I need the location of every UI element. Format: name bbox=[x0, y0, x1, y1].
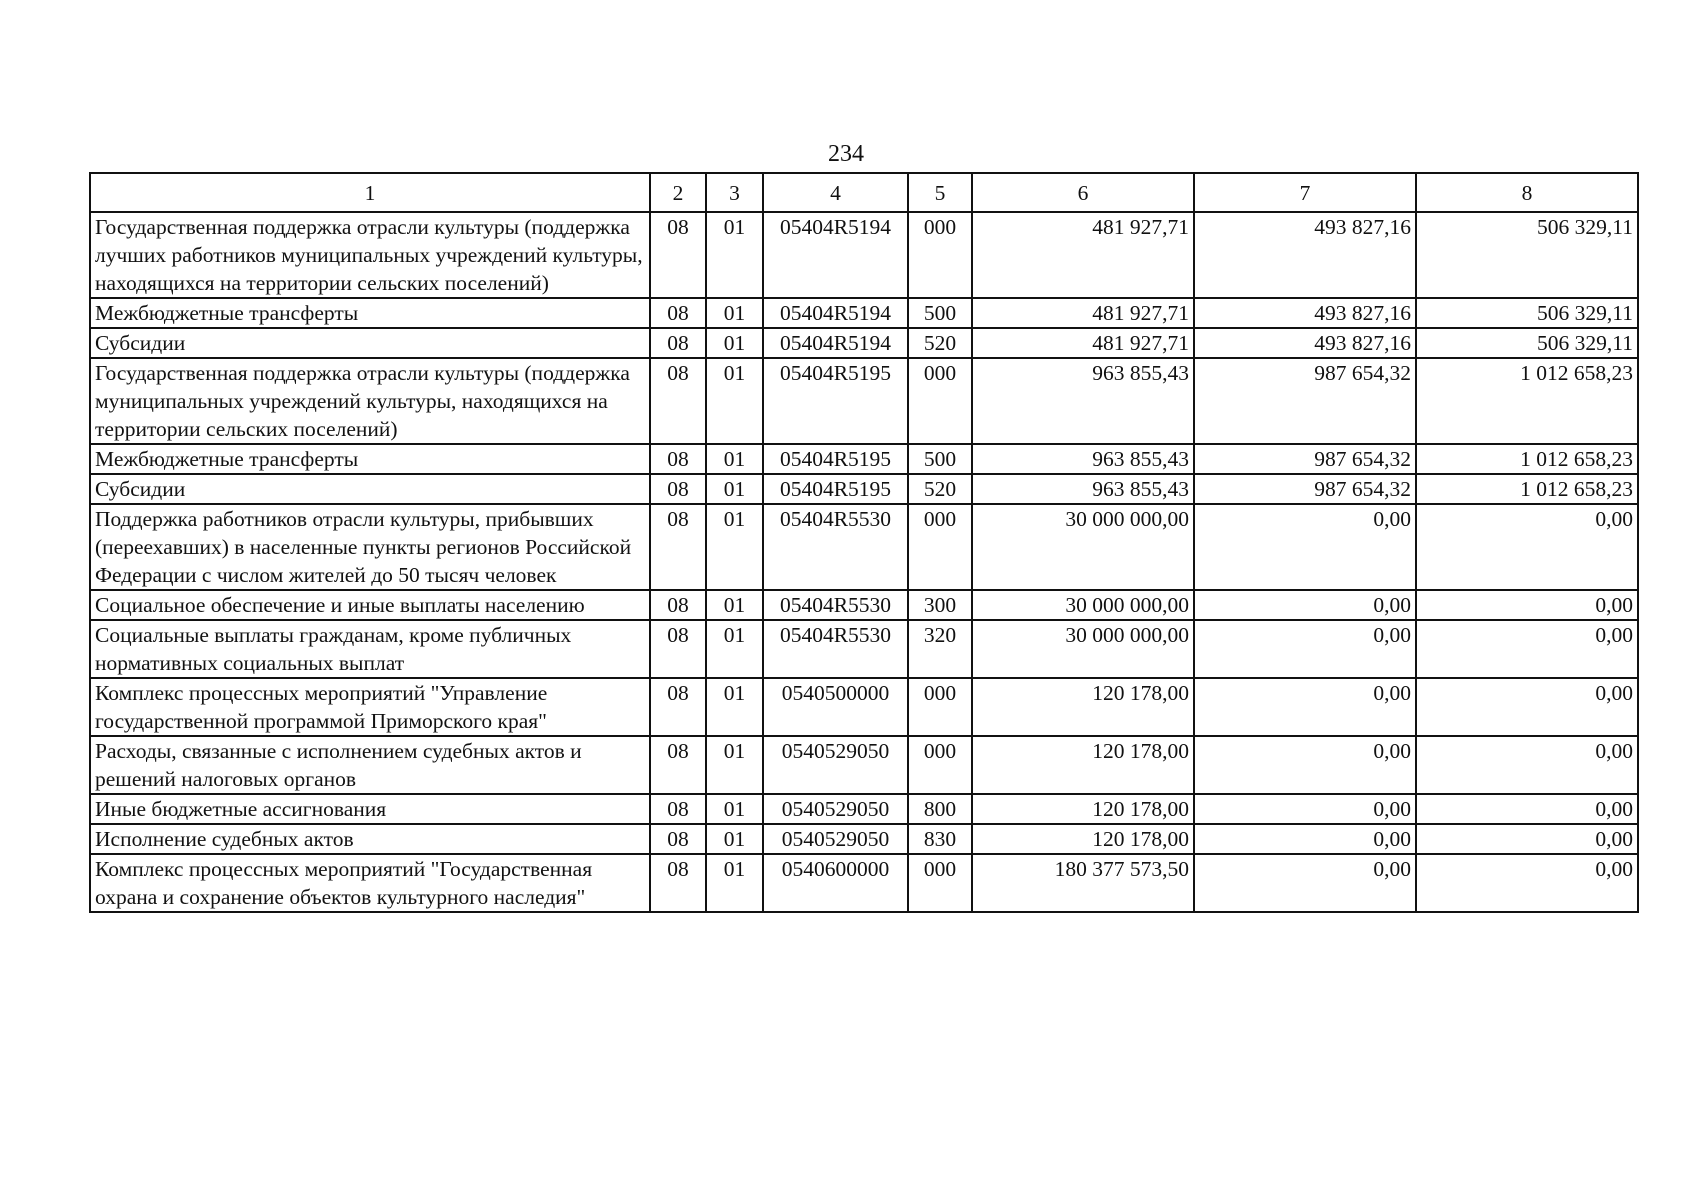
header-cell-8: 8 bbox=[1416, 173, 1638, 212]
amount-col6: 120 178,00 bbox=[972, 824, 1194, 854]
item-name: Комплекс процессных мероприятий "Государственная охрана и сохранение объектов культурного наследия" bbox=[90, 854, 650, 912]
amount-col7: 0,00 bbox=[1194, 854, 1416, 912]
table-row bbox=[90, 854, 1638, 912]
amount-col6: 30 000 000,00 bbox=[972, 504, 1194, 590]
amount-col7: 0,00 bbox=[1194, 678, 1416, 736]
expense-type-code: 000 bbox=[908, 736, 972, 794]
amount-col6: 481 927,71 bbox=[972, 212, 1194, 298]
header-cell-3: 3 bbox=[706, 173, 763, 212]
amount-col6: 120 178,00 bbox=[972, 794, 1194, 824]
amount-col8: 506 329,11 bbox=[1416, 328, 1638, 358]
table-row bbox=[90, 358, 1638, 444]
amount-col7: 493 827,16 bbox=[1194, 328, 1416, 358]
amount-col8: 1 012 658,23 bbox=[1416, 444, 1638, 474]
table-row bbox=[90, 444, 1638, 474]
item-name: Расходы, связанные с исполнением судебных актов и решений налоговых органов bbox=[90, 736, 650, 794]
header-cell-7: 7 bbox=[1194, 173, 1416, 212]
subsection-code: 01 bbox=[706, 620, 763, 678]
page-number: 234 bbox=[828, 141, 864, 167]
target-article-code: 0540529050 bbox=[763, 736, 908, 794]
table-row bbox=[90, 474, 1638, 504]
amount-col6: 180 377 573,50 bbox=[972, 854, 1194, 912]
expense-type-code: 000 bbox=[908, 504, 972, 590]
target-article-code: 05404R5194 bbox=[763, 328, 908, 358]
amount-col6: 481 927,71 bbox=[972, 298, 1194, 328]
table-row bbox=[90, 794, 1638, 824]
amount-col8: 0,00 bbox=[1416, 736, 1638, 794]
header-cell-5: 5 bbox=[908, 173, 972, 212]
target-article-code: 05404R5194 bbox=[763, 212, 908, 298]
expense-type-code: 800 bbox=[908, 794, 972, 824]
section-code: 08 bbox=[650, 504, 706, 590]
table-row bbox=[90, 212, 1638, 298]
table-row bbox=[90, 328, 1638, 358]
item-name: Исполнение судебных актов bbox=[90, 824, 650, 854]
target-article-code: 05404R5194 bbox=[763, 298, 908, 328]
amount-col7: 0,00 bbox=[1194, 590, 1416, 620]
budget-table bbox=[89, 172, 1639, 913]
amount-col6: 30 000 000,00 bbox=[972, 620, 1194, 678]
item-name: Иные бюджетные ассигнования bbox=[90, 794, 650, 824]
subsection-code: 01 bbox=[706, 212, 763, 298]
target-article-code: 0540600000 bbox=[763, 854, 908, 912]
subsection-code: 01 bbox=[706, 824, 763, 854]
subsection-code: 01 bbox=[706, 854, 763, 912]
section-code: 08 bbox=[650, 678, 706, 736]
subsection-code: 01 bbox=[706, 298, 763, 328]
section-code: 08 bbox=[650, 824, 706, 854]
expense-type-code: 000 bbox=[908, 854, 972, 912]
amount-col8: 0,00 bbox=[1416, 590, 1638, 620]
amount-col8: 0,00 bbox=[1416, 794, 1638, 824]
section-code: 08 bbox=[650, 474, 706, 504]
target-article-code: 0540500000 bbox=[763, 678, 908, 736]
section-code: 08 bbox=[650, 298, 706, 328]
amount-col7: 987 654,32 bbox=[1194, 358, 1416, 444]
expense-type-code: 000 bbox=[908, 212, 972, 298]
header-cell-6: 6 bbox=[972, 173, 1194, 212]
item-name: Государственная поддержка отрасли культуры (поддержка лучших работников муниципальных учреждений культуры, находящихся на территории сельских поселений) bbox=[90, 212, 650, 298]
amount-col7: 493 827,16 bbox=[1194, 298, 1416, 328]
amount-col6: 963 855,43 bbox=[972, 444, 1194, 474]
item-name: Государственная поддержка отрасли культуры (поддержка муниципальных учреждений культуры, находящихся на территории сельских поселений) bbox=[90, 358, 650, 444]
expense-type-code: 300 bbox=[908, 590, 972, 620]
amount-col8: 1 012 658,23 bbox=[1416, 358, 1638, 444]
item-name: Социальное обеспечение и иные выплаты населению bbox=[90, 590, 650, 620]
table-row bbox=[90, 824, 1638, 854]
amount-col8: 506 329,11 bbox=[1416, 212, 1638, 298]
target-article-code: 0540529050 bbox=[763, 794, 908, 824]
amount-col8: 0,00 bbox=[1416, 854, 1638, 912]
section-code: 08 bbox=[650, 590, 706, 620]
subsection-code: 01 bbox=[706, 358, 763, 444]
target-article-code: 05404R5195 bbox=[763, 358, 908, 444]
subsection-code: 01 bbox=[706, 328, 763, 358]
table-row bbox=[90, 678, 1638, 736]
section-code: 08 bbox=[650, 794, 706, 824]
amount-col7: 0,00 bbox=[1194, 504, 1416, 590]
target-article-code: 0540529050 bbox=[763, 824, 908, 854]
item-name: Межбюджетные трансферты bbox=[90, 298, 650, 328]
amount-col7: 493 827,16 bbox=[1194, 212, 1416, 298]
amount-col7: 0,00 bbox=[1194, 620, 1416, 678]
expense-type-code: 830 bbox=[908, 824, 972, 854]
amount-col7: 987 654,32 bbox=[1194, 474, 1416, 504]
section-code: 08 bbox=[650, 444, 706, 474]
amount-col8: 506 329,11 bbox=[1416, 298, 1638, 328]
table-row bbox=[90, 736, 1638, 794]
target-article-code: 05404R5195 bbox=[763, 444, 908, 474]
item-name: Межбюджетные трансферты bbox=[90, 444, 650, 474]
amount-col6: 120 178,00 bbox=[972, 678, 1194, 736]
section-code: 08 bbox=[650, 854, 706, 912]
expense-type-code: 520 bbox=[908, 328, 972, 358]
target-article-code: 05404R5530 bbox=[763, 504, 908, 590]
expense-type-code: 500 bbox=[908, 444, 972, 474]
amount-col6: 481 927,71 bbox=[972, 328, 1194, 358]
target-article-code: 05404R5530 bbox=[763, 620, 908, 678]
item-name: Субсидии bbox=[90, 474, 650, 504]
amount-col8: 0,00 bbox=[1416, 678, 1638, 736]
amount-col7: 0,00 bbox=[1194, 794, 1416, 824]
section-code: 08 bbox=[650, 328, 706, 358]
target-article-code: 05404R5195 bbox=[763, 474, 908, 504]
header-cell-1: 1 bbox=[90, 173, 650, 212]
header-cell-2: 2 bbox=[650, 173, 706, 212]
amount-col8: 1 012 658,23 bbox=[1416, 474, 1638, 504]
section-code: 08 bbox=[650, 736, 706, 794]
amount-col8: 0,00 bbox=[1416, 504, 1638, 590]
amount-col7: 987 654,32 bbox=[1194, 444, 1416, 474]
amount-col8: 0,00 bbox=[1416, 824, 1638, 854]
table-body bbox=[90, 212, 1638, 912]
section-code: 08 bbox=[650, 620, 706, 678]
expense-type-code: 520 bbox=[908, 474, 972, 504]
item-name: Поддержка работников отрасли культуры, прибывших (переехавших) в населенные пункты регионов Российской Федерации с числом жителей до 50 тысяч человек bbox=[90, 504, 650, 590]
item-name: Социальные выплаты гражданам, кроме публичных нормативных социальных выплат bbox=[90, 620, 650, 678]
amount-col7: 0,00 bbox=[1194, 736, 1416, 794]
section-code: 08 bbox=[650, 212, 706, 298]
table-row bbox=[90, 620, 1638, 678]
table-row bbox=[90, 504, 1638, 590]
subsection-code: 01 bbox=[706, 678, 763, 736]
amount-col6: 30 000 000,00 bbox=[972, 590, 1194, 620]
table-row bbox=[90, 590, 1638, 620]
subsection-code: 01 bbox=[706, 794, 763, 824]
amount-col6: 120 178,00 bbox=[972, 736, 1194, 794]
amount-col6: 963 855,43 bbox=[972, 358, 1194, 444]
item-name: Субсидии bbox=[90, 328, 650, 358]
subsection-code: 01 bbox=[706, 504, 763, 590]
subsection-code: 01 bbox=[706, 474, 763, 504]
subsection-code: 01 bbox=[706, 444, 763, 474]
item-name: Комплекс процессных мероприятий "Управление государственной программой Приморского края" bbox=[90, 678, 650, 736]
table-row bbox=[90, 298, 1638, 328]
header-row bbox=[90, 173, 1638, 212]
amount-col6: 963 855,43 bbox=[972, 474, 1194, 504]
amount-col8: 0,00 bbox=[1416, 620, 1638, 678]
expense-type-code: 000 bbox=[908, 358, 972, 444]
expense-type-code: 500 bbox=[908, 298, 972, 328]
header-cell-4: 4 bbox=[763, 173, 908, 212]
target-article-code: 05404R5530 bbox=[763, 590, 908, 620]
expense-type-code: 000 bbox=[908, 678, 972, 736]
expense-type-code: 320 bbox=[908, 620, 972, 678]
amount-col7: 0,00 bbox=[1194, 824, 1416, 854]
subsection-code: 01 bbox=[706, 736, 763, 794]
subsection-code: 01 bbox=[706, 590, 763, 620]
section-code: 08 bbox=[650, 358, 706, 444]
